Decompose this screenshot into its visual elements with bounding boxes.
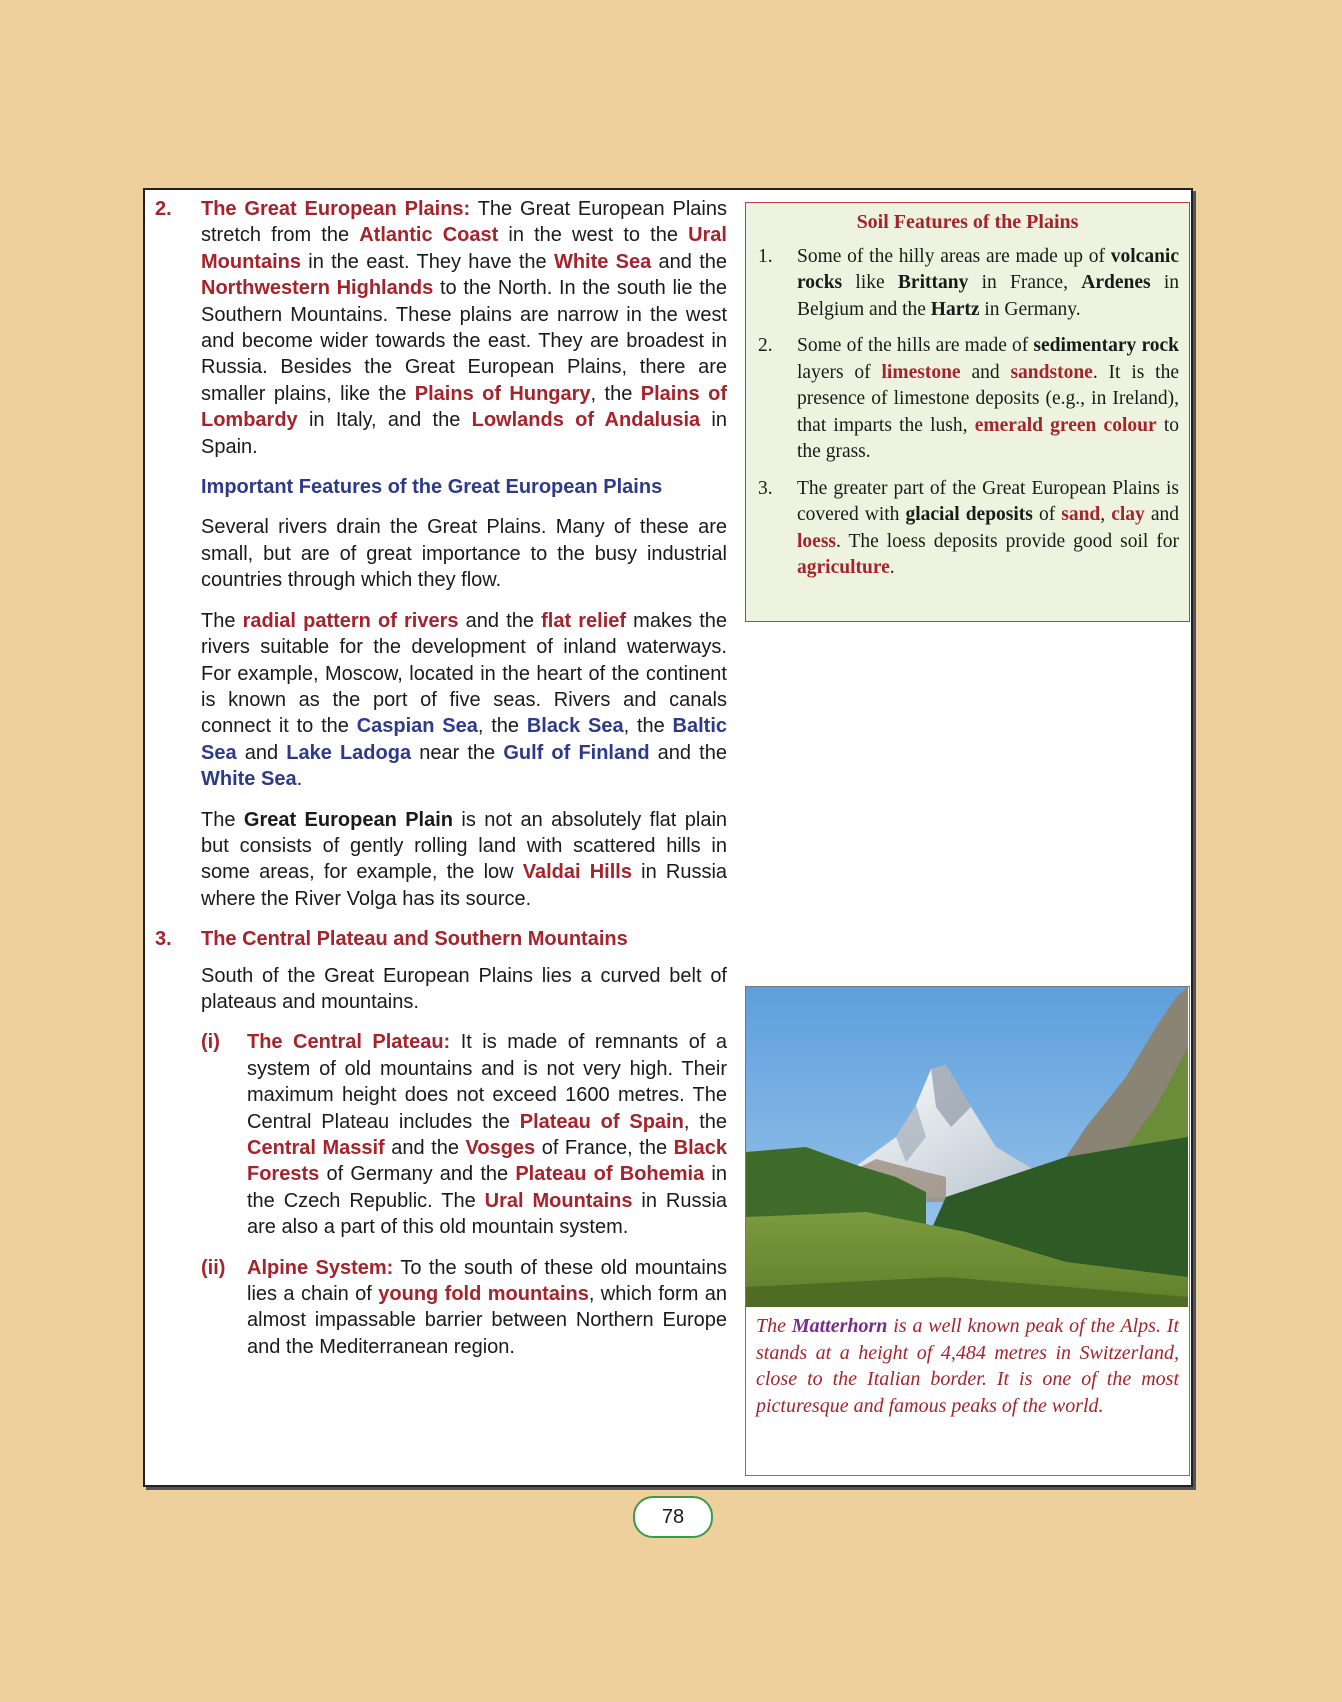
page-panel xyxy=(143,188,1193,1487)
text-run: in the Czech Republic. The xyxy=(247,1163,727,1212)
text-run: of Germany and the xyxy=(319,1163,516,1186)
sub-item-ii-number: (ii) xyxy=(201,1256,226,1279)
matterhorn-figure xyxy=(745,986,1190,1476)
text-run: like xyxy=(842,272,898,293)
section-3-heading xyxy=(155,926,727,952)
section-2-para-1 xyxy=(201,198,727,458)
section-3-title: The Central Plateau and Southern Mountains xyxy=(201,928,628,951)
highlight-term: Plains of Hungary xyxy=(414,382,591,405)
text-run: Some of the hilly areas are made up of xyxy=(797,245,1111,267)
highlight-term: Great European Plain xyxy=(243,808,454,831)
subheading-important-features: Important Features of the Great European Plains xyxy=(201,476,663,499)
sub-item-i-body xyxy=(247,1031,727,1238)
soil-item-text xyxy=(797,246,1179,320)
text-run: and the xyxy=(649,741,727,764)
text-run: and the xyxy=(651,250,727,273)
text-run: , the xyxy=(623,715,673,738)
highlight-term: emerald green colour xyxy=(974,414,1157,436)
text-run: in the west to the xyxy=(498,224,689,247)
highlight-term: Ural Mountains xyxy=(484,1189,633,1212)
sub-item-alpine-system xyxy=(155,1255,727,1361)
text-run: . xyxy=(889,557,895,578)
text-run: in Italy, and the xyxy=(297,409,472,432)
soil-item-text xyxy=(797,478,1179,579)
section-3-number: 3. xyxy=(155,928,172,951)
section-3-para-1 xyxy=(155,963,727,1016)
soil-item-text xyxy=(797,335,1179,462)
highlight-term: Black Forests xyxy=(247,1137,727,1186)
text-run: . It is the presence of limestone deposits (e.g., in Ireland), that imparts the lush, xyxy=(797,361,1179,436)
text-run: to the grass. xyxy=(797,414,1180,462)
text-run: and the xyxy=(384,1137,466,1159)
section-2-para-4 xyxy=(155,807,727,913)
text-run: . The loess deposits provide good soil for xyxy=(836,530,1179,552)
highlight-term: Baltic Sea xyxy=(201,715,728,764)
main-text-column xyxy=(155,196,727,1374)
soil-item-number: 3. xyxy=(758,477,773,499)
highlight-term: Brittany xyxy=(897,272,969,293)
text-run: The greater part of the Great European Plains is covered with xyxy=(797,477,1179,525)
highlight-term: sand xyxy=(1061,504,1101,525)
text-run: of France, the xyxy=(535,1137,674,1159)
sub-item-ii-title: Alpine System: xyxy=(247,1256,394,1279)
text-run: To the south of these old mountains lies a chain of xyxy=(247,1256,727,1306)
highlight-term: Ural Mountains xyxy=(201,224,727,273)
highlight-term: Lowlands of Andalusia xyxy=(471,409,701,432)
highlight-term: radial pattern of rivers xyxy=(242,609,459,632)
text-run: is not an absolutely flat plain but consists of gently rolling land with scattered hills in some areas, for example, the low xyxy=(201,808,728,884)
highlight-term: clay xyxy=(1111,504,1145,525)
text-run: , the xyxy=(477,715,527,738)
text-run: The Great European Plains stretch from the xyxy=(201,198,727,247)
soil-item-number: 2. xyxy=(758,335,773,356)
highlight-term: young fold mountains xyxy=(378,1283,589,1306)
sub-item-i-title: The Central Plateau: xyxy=(247,1031,451,1054)
text-run: in Germany. xyxy=(979,298,1081,320)
text-run: to the North. In the south lie the Southern Mountains. These plains are narrow in the west and become wider towards the east. They are broadest in Russia. Besides the Great European Plains, there are smaller plains, like the xyxy=(201,277,727,405)
text-run: and xyxy=(236,741,287,764)
text-run: , the xyxy=(590,382,641,405)
text-run: The xyxy=(201,808,244,831)
text-run: , xyxy=(1100,504,1112,525)
highlight-term: flat relief xyxy=(541,609,627,632)
highlight-term: White Sea xyxy=(553,250,652,273)
highlight-term: glacial deposits xyxy=(905,504,1033,525)
section-2 xyxy=(155,196,727,460)
highlight-term: Valdai Hills xyxy=(522,861,632,884)
soil-item xyxy=(756,333,1179,466)
highlight-term: Caspian Sea xyxy=(356,715,478,738)
highlight-term: Plateau of Spain xyxy=(519,1110,684,1133)
text-run: layers of xyxy=(797,361,882,383)
highlight-term: Plateau of Bohemia xyxy=(515,1163,705,1186)
page-number: 78 xyxy=(633,1496,713,1538)
text-run: , which form an almost impassable barrier between Northern Europe and the Mediterranean region. xyxy=(247,1283,728,1358)
section-2-title: The Great European Plains: xyxy=(201,198,471,220)
highlight-term: loess xyxy=(797,530,836,552)
text-run: South of the Great European Plains lies a curved belt of plateaus and mountains. xyxy=(201,964,727,1013)
highlight-term: sedimentary rock xyxy=(1033,335,1179,356)
highlight-term: Vosges xyxy=(465,1137,536,1159)
soil-item-number: 1. xyxy=(758,245,773,267)
text-run: and the xyxy=(458,609,542,632)
highlight-term: Hartz xyxy=(930,298,980,320)
soil-item xyxy=(756,244,1179,324)
text-run: is a well known peak of the Alps. It stands at a height of 4,484 metres in Switzerland, close to the Italian border. It is one of the most picturesque and famous peaks of the world. xyxy=(756,1315,1180,1417)
text-run: makes the rivers suitable for the development of inland waterways. For example, Moscow, located in the heart of the continent is known as the port of five seas. Rivers and canals connect it to the xyxy=(201,609,728,738)
text-run: It is made of remnants of a system of old mountains and is not very high. Their maximum height does not exceed 1600 metres. The Central Plateau includes the xyxy=(247,1031,727,1133)
photo-caption xyxy=(746,1307,1189,1419)
text-run: Several rivers drain the Great Plains. Many of these are small, but are of great importance to the busy industrial countries through which they flow. xyxy=(201,516,727,592)
text-run: in Russia where the River Volga has its source. xyxy=(201,861,728,910)
highlight-term: Matterhorn xyxy=(791,1315,888,1337)
soil-item xyxy=(756,476,1179,582)
highlight-term: limestone xyxy=(881,361,961,383)
section-2-number: 2. xyxy=(155,198,172,220)
text-run: , the xyxy=(683,1110,727,1133)
text-run: The xyxy=(756,1315,792,1337)
highlight-term: Northwestern Highlands xyxy=(201,277,434,300)
highlight-term: volcanic rocks xyxy=(797,245,1179,293)
text-run: and xyxy=(960,361,1011,383)
highlight-term: sandstone xyxy=(1010,361,1093,383)
highlight-term: Lake Ladoga xyxy=(286,741,412,764)
section-2-para-3 xyxy=(155,608,727,793)
sub-item-i-number: (i) xyxy=(201,1031,220,1054)
highlight-term: Atlantic Coast xyxy=(359,224,499,247)
text-run: and xyxy=(1144,504,1180,525)
text-run: in Belgium and the xyxy=(797,272,1179,320)
highlight-term: Plains of Lombardy xyxy=(201,382,727,432)
highlight-term: Ardenes xyxy=(1081,272,1151,293)
soil-features-box xyxy=(745,202,1190,622)
text-run: . xyxy=(296,768,303,791)
sub-item-central-plateau xyxy=(155,1029,727,1240)
text-run: of xyxy=(1032,504,1062,525)
highlight-term: White Sea xyxy=(201,768,297,791)
highlight-term: agriculture xyxy=(797,557,890,578)
highlight-term: Central Massif xyxy=(247,1137,385,1159)
text-run: in the east. They have the xyxy=(301,250,554,273)
text-run: in Russia are also a part of this old mountain system. xyxy=(247,1189,728,1239)
text-run: The xyxy=(201,609,243,632)
text-run: in Spain. xyxy=(201,409,727,458)
section-2-para-2 xyxy=(155,514,727,593)
highlight-term: Black Sea xyxy=(526,715,624,738)
text-run: Some of the hills are made of xyxy=(797,335,1034,356)
highlight-term: Gulf of Finland xyxy=(503,741,650,764)
text-run: in France, xyxy=(968,272,1082,293)
soil-box-title: Soil Features of the Plains xyxy=(856,211,1079,233)
matterhorn-photo xyxy=(746,987,1188,1307)
text-run: near the xyxy=(411,741,504,764)
